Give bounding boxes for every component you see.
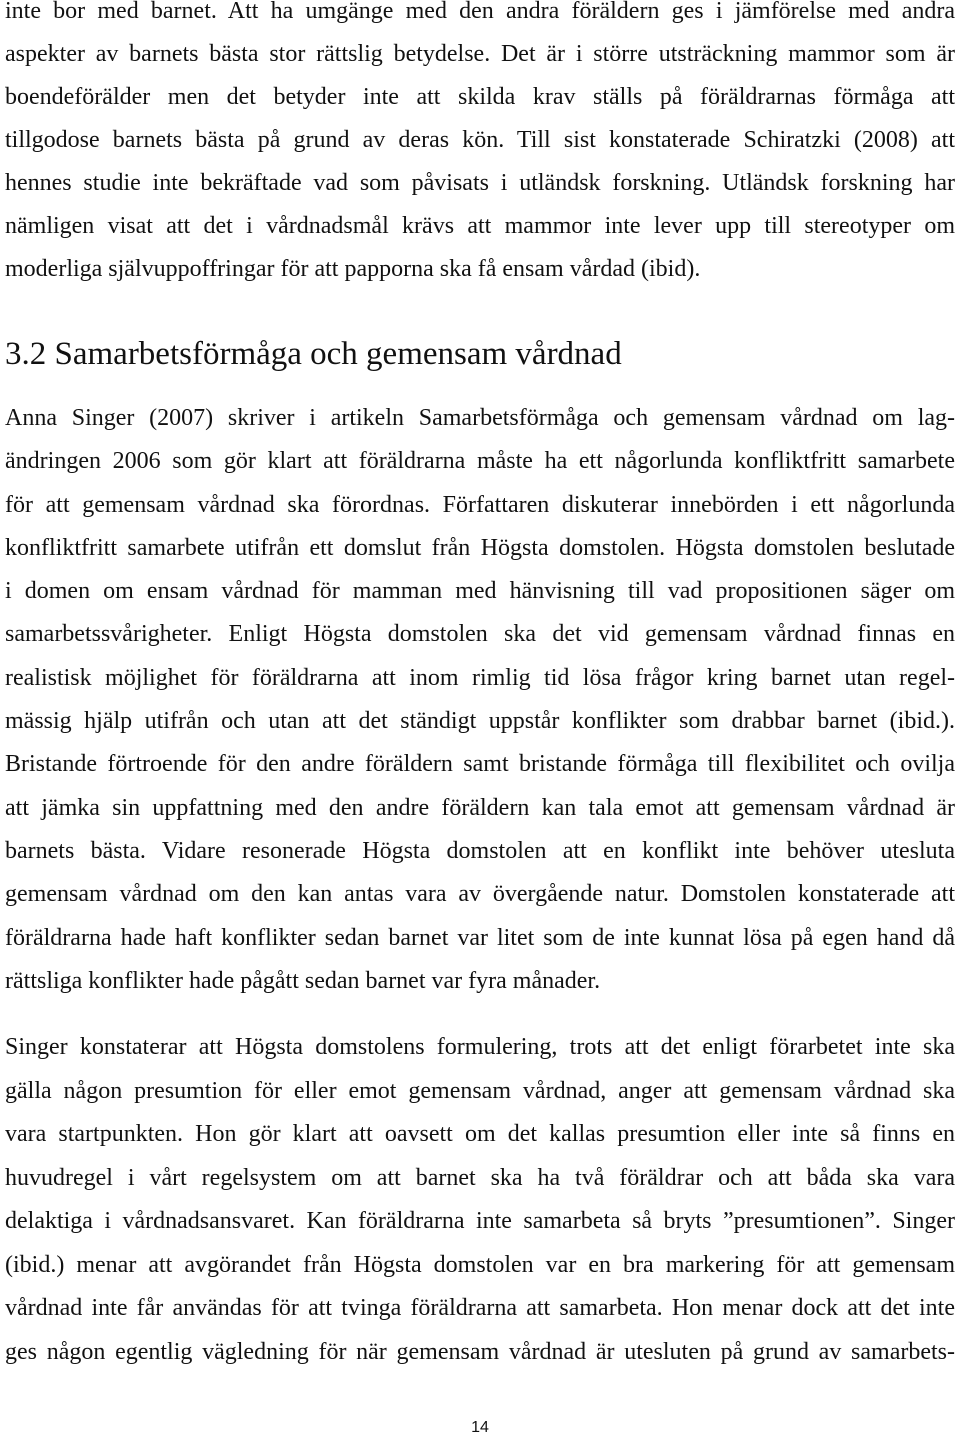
continued-paragraph [5, 0, 955, 291]
paragraph [5, 397, 955, 1003]
text-line: att jämka sin uppfattning med den andre föräldern kan tala emot att gemensam vårdnad är [5, 794, 955, 821]
text-line: nämligen visat att det i vårdnadsmål krävs att mammor inte lever upp till stereotyper om [5, 213, 955, 239]
text-line: konfliktfritt samarbete utifrån ett domslut från Högsta domstolen. Högsta domstolen beslutade [5, 534, 955, 561]
text-line: barnets bästa. Vidare resonerade Högsta domstolen att en konflikt inte behöver utesluta [5, 837, 955, 864]
text-line: Singer konstaterar att Högsta domstolens formulering, trots att det enligt förarbetet inte ska [5, 1034, 955, 1060]
text-line: (ibid.) menar att avgörandet från Högsta domstolen var en bra markering för att gemensam [5, 1251, 955, 1278]
paragraph [5, 1026, 955, 1374]
text-line: tillgodose barnets bästa på grund av deras kön. Till sist konstaterade Schiratzki (2008) att [5, 127, 955, 153]
text-line: föräldrarna hade haft konflikter sedan barnet var litet som de inte kunnat lösa på egen hand då [5, 924, 955, 951]
page-number: 14 [471, 1419, 489, 1436]
text-line: ges någon egentlig vägledning för när gemensam vårdnad är utesluten på grund av samarbets- [5, 1338, 955, 1365]
text-line: Bristande förtroende för den andre föräldern samt bristande förmåga till flexibilitet och ovilja [5, 751, 955, 778]
text-line: Anna Singer (2007) skriver i artikeln Samarbetsförmåga och gemensam vårdnad om lag- [5, 405, 955, 431]
text-line: gälla någon presumtion för eller emot gemensam vårdnad, anger att gemensam vårdnad ska [5, 1077, 955, 1104]
text-line: huvudregel i vårt regelsystem om att barnet ska ha två föräldrar och att båda ska vara [5, 1164, 955, 1191]
text-line: aspekter av barnets bästa stor rättslig betydelse. Det är i större utsträckning mammor som är [5, 41, 955, 67]
text-line: samarbetssvårigheter. Enligt Högsta domstolen ska det vid gemensam vårdnad finnas en [5, 621, 955, 648]
text-line: hennes studie inte bekräftade vad som påvisats i utländsk forskning. Utländsk forskning har [5, 170, 955, 196]
text-line: ändringen 2006 som gör klart att föräldrarna måste ha ett någorlunda konfliktfritt samarbete [5, 448, 955, 475]
text-line: i domen om ensam vårdnad för mamman med hänvisning till vad propositionen säger om [5, 578, 955, 605]
text-line: boendeförälder men det betyder inte att skilda krav ställs på föräldrarnas förmåga att [5, 84, 955, 110]
text-line: rättsliga konflikter hade pågått sedan barnet var fyra månader. [5, 967, 601, 994]
text-line: delaktiga i vårdnadsansvaret. Kan föräldrarna inte samarbeta så bryts ”presumtionen”. Singer [5, 1208, 955, 1234]
text-line: vårdnad inte får användas för att tvinga föräldrarna att samarbeta. Hon menar dock att det inte [5, 1295, 955, 1321]
text-line: gemensam vårdnad om den kan antas vara av övergående natur. Domstolen konstaterade att [5, 881, 955, 908]
text-line: moderliga självuppoffringar för att papporna ska få ensam vårdad (ibid). [5, 256, 701, 282]
text-line: vara startpunkten. Hon gör klart att oavsett om det kallas presumtion eller inte så finns en [5, 1121, 955, 1147]
text-line: inte bor med barnet. Att ha umgänge med den andra föräldern ges i jämförelse med andra [5, 0, 955, 24]
section-heading: 3.2 Samarbetsförmåga och gemensam vårdnad [5, 336, 622, 372]
text-line: mässig hjälp utifrån och utan att det ständigt uppstår konflikter som drabbar barnet (ibid.). [5, 708, 955, 735]
text-line: realistisk möjlighet för föräldrarna att inom rimlig tid lösa frågor kring barnet utan regel- [5, 664, 955, 691]
text-line: för att gemensam vårdnad ska förordnas. Författaren diskuterar innebörden i ett någorlunda [5, 491, 955, 518]
